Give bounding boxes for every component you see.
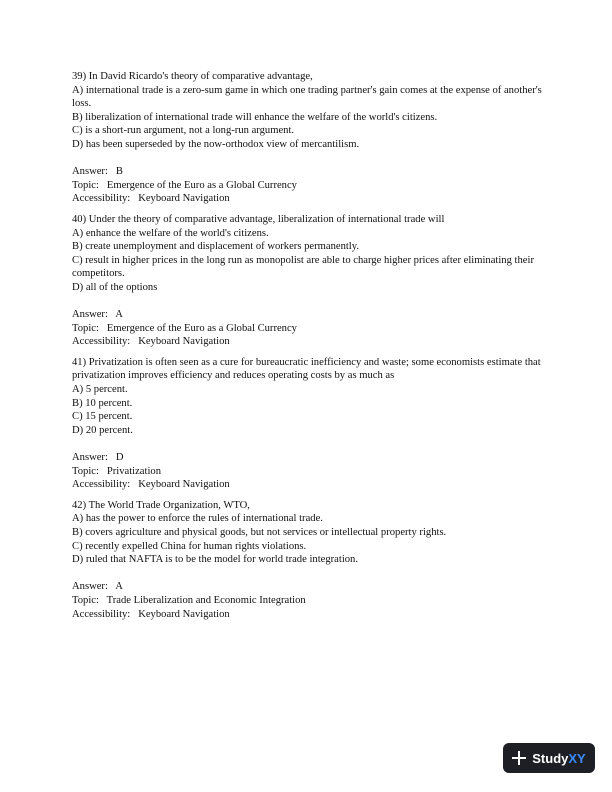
accessibility-label: Accessibility: Keyboard Navigation xyxy=(72,336,230,348)
topic-label: Topic: Emergence of the Euro as a Global Currency xyxy=(72,322,297,334)
question-stem: 39) In David Ricardo's theory of comparative advantage, xyxy=(72,71,313,82)
answer-option-c: C) 15 percent. xyxy=(72,411,133,423)
answer-option-b: B) covers agriculture and physical goods, but not services or intellectual property rights. xyxy=(72,527,447,538)
accessibility-label: Accessibility: Keyboard Navigation xyxy=(72,608,230,620)
question-stem: 40) Under the theory of comparative advantage, liberalization of international trade will xyxy=(72,213,445,225)
answer-option-a: A) 5 percent. xyxy=(72,384,128,396)
answer-option-d: D) all of the options xyxy=(72,281,158,293)
topic-label: Topic: Privatization xyxy=(72,465,161,477)
answer-option-d: D) has been superseded by the now-orthodox view of mercantilism. xyxy=(72,138,360,150)
answer-option-a: A) enhance the welfare of the world's citizens. xyxy=(72,227,269,239)
answer-option-b: B) create unemployment and displacement of workers permanently. xyxy=(72,241,360,253)
answer-option-b: B) liberalization of international trade will enhance the welfare of the world's citizens. xyxy=(72,111,438,123)
answer-option-c: C) result in higher prices in the long run as monopolist are able to charge higher prices after eliminating their competitors. xyxy=(72,254,534,280)
accessibility-label: Accessibility: Keyboard Navigation xyxy=(72,193,230,205)
answer-key: Answer: A xyxy=(72,309,123,321)
answer-key: Answer: B xyxy=(72,166,123,178)
document-page xyxy=(72,70,552,621)
answer-option-c: C) is a short-run argument, not a long-run argument. xyxy=(72,125,295,137)
question-40 xyxy=(72,213,552,349)
brand-logo-text xyxy=(532,751,585,766)
answer-key: Answer: A xyxy=(72,581,123,593)
answer-option-b: B) 10 percent. xyxy=(72,397,133,409)
accessibility-label: Accessibility: Keyboard Navigation xyxy=(72,479,230,491)
question-41 xyxy=(72,356,552,492)
question-42 xyxy=(72,499,552,621)
topic-label: Topic: Emergence of the Euro as a Global Currency xyxy=(72,179,297,191)
answer-option-d: D) 20 percent. xyxy=(72,424,133,436)
answer-option-d: D) ruled that NAFTA is to be the model for world trade integration. xyxy=(72,554,358,566)
answer-option-c: C) recently expelled China for human rights violations. xyxy=(72,540,307,552)
topic-label: Topic: Trade Liberalization and Economic Integration xyxy=(72,594,306,606)
question-stem: 41) Privatization is often seen as a cure for bureaucratic inefficiency and waste; some economists estimate that privatization improves efficiency and reduces operating costs by as much as xyxy=(72,356,541,382)
answer-key: Answer: D xyxy=(72,452,124,464)
answer-option-a: A) international trade is a zero-sum game in which one trading partner's gain comes at the expense of another's loss. xyxy=(72,84,542,110)
question-stem: 42) The World Trade Organization, WTO, xyxy=(72,499,250,511)
question-39 xyxy=(72,70,552,206)
answer-option-a: A) has the power to enforce the rules of international trade. xyxy=(72,513,323,525)
brand-name-study: Study xyxy=(532,750,569,766)
brand-name-xy: XY xyxy=(568,750,586,766)
plus-icon xyxy=(512,751,526,765)
studyxy-badge[interactable] xyxy=(503,743,595,773)
